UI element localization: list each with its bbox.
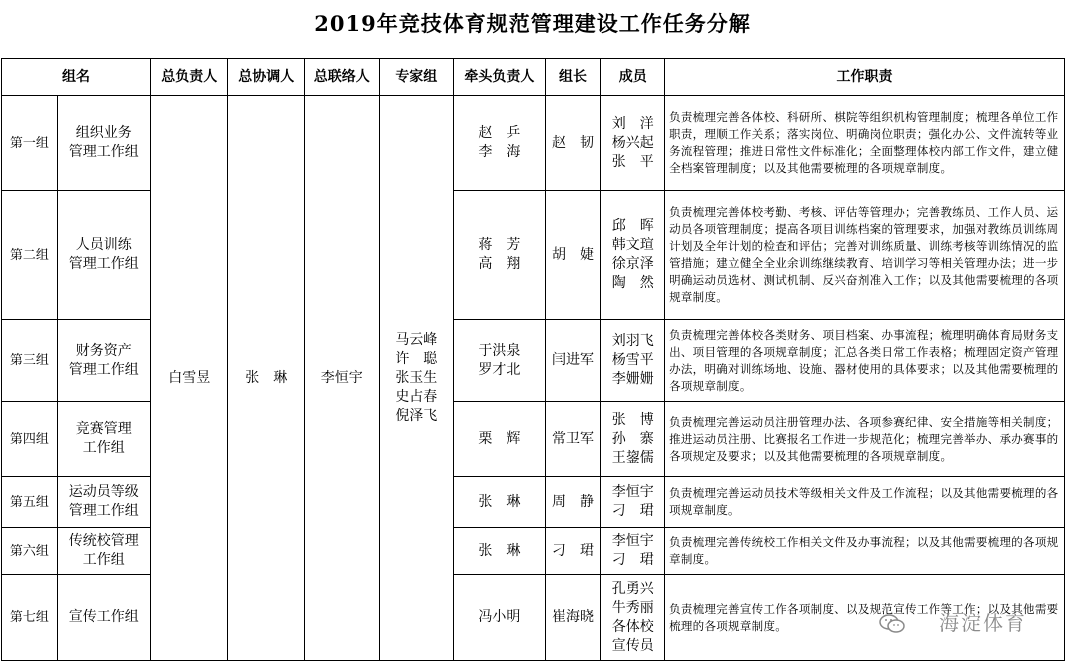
members-cell: 李恒宇 刁 珺	[601, 528, 665, 575]
leader-cell: 闫进军	[545, 320, 601, 402]
leader-cell: 胡 婕	[545, 191, 601, 320]
members-cell: 刘 洋 杨兴起 张 平	[601, 96, 665, 191]
members-cell: 张 博 孙 寨 王鋆儒	[601, 402, 665, 477]
lead-cell: 赵 乒 李 海	[454, 96, 545, 191]
coordinator-cell: 张 琳	[228, 96, 305, 661]
header-coordinator: 总协调人	[228, 59, 305, 96]
group-number: 第一组	[2, 96, 58, 191]
duty-cell: 负责梳理完善运动员注册管理办法、各项参赛纪律、安全措施等相关制度；推进运动员注册、比赛报名工作进一步规范化；梳理完善举办、承办赛事的各项规定及要求；以及其他需要梳理的各项规章制度。	[665, 402, 1065, 477]
leader-cell: 崔海晓	[545, 575, 601, 661]
table-row	[2, 96, 1065, 191]
duty-cell: 负责梳理完善传统校工作相关文件及办事流程；以及其他需要梳理的各项规章制度。	[665, 528, 1065, 575]
header-chief: 总负责人	[150, 59, 227, 96]
lead-cell: 于洪泉 罗才北	[454, 320, 545, 402]
group-number: 第二组	[2, 191, 58, 320]
duty-cell: 负责梳理完善各体校、科研所、棋院等组织机构管理制度；梳理各单位工作职责，理顺工作关系；落实岗位、明确岗位职责；强化办公、文件流转等业务流程管理；推进日常性文件标准化；全面整理体校内部工作文件，建立健全档案管理制度；以及其他需要梳理的各项规章制度。	[665, 96, 1065, 191]
duty-cell: 负责梳理完善运动员技术等级相关文件及工作流程；以及其他需要梳理的各项规章制度。	[665, 477, 1065, 528]
members-cell: 刘羽飞 杨雪平 李姗姗	[601, 320, 665, 402]
header-duty: 工作职责	[665, 59, 1065, 96]
group-name: 运动员等级 管理工作组	[57, 477, 150, 528]
page-title: 2019年竞技体育规范管理建设工作任务分解	[314, 11, 751, 36]
duty-cell: 负责梳理完善宣传工作各项制度、以及规范宣传工作等工作；以及其他需要梳理的各项规章制度。	[665, 575, 1065, 661]
watermark-text: 海淀体育	[939, 611, 1027, 635]
lead-cell: 蒋 芳 高 翔	[454, 191, 545, 320]
group-number: 第五组	[2, 477, 58, 528]
experts-cell: 马云峰 许 聪 张玉生 史占春 倪泽飞	[379, 96, 454, 661]
group-name: 财务资产 管理工作组	[57, 320, 150, 402]
lead-cell: 张 琳	[454, 528, 545, 575]
group-number: 第七组	[2, 575, 58, 661]
leader-cell: 赵 韧	[545, 96, 601, 191]
leader-cell: 周 静	[545, 477, 601, 528]
chief-cell: 白雪昱	[150, 96, 227, 661]
lead-cell: 冯小明	[454, 575, 545, 661]
lead-cell: 栗 辉	[454, 402, 545, 477]
header-leader: 组长	[545, 59, 601, 96]
group-name: 宣传工作组	[57, 575, 150, 661]
header-group: 组名	[2, 59, 151, 96]
group-name: 人员训练 管理工作组	[57, 191, 150, 320]
members-cell: 邱 晖 韩文瑄 徐京泽 陶 然	[601, 191, 665, 320]
group-name: 组织业务 管理工作组	[57, 96, 150, 191]
wechat-icon	[879, 614, 905, 634]
group-name: 传统校管理 工作组	[57, 528, 150, 575]
header-liaison: 总联络人	[305, 59, 379, 96]
leader-cell: 刁 珺	[545, 528, 601, 575]
group-number: 第四组	[2, 402, 58, 477]
members-cell: 李恒宇 刁 珺	[601, 477, 665, 528]
group-name: 竞赛管理 工作组	[57, 402, 150, 477]
lead-cell: 张 琳	[454, 477, 545, 528]
header-members: 成员	[601, 59, 665, 96]
liaison-cell: 李恒宇	[305, 96, 379, 661]
group-number: 第三组	[2, 320, 58, 402]
task-table	[1, 58, 1065, 661]
header-lead: 牵头负责人	[454, 59, 545, 96]
leader-cell: 常卫军	[545, 402, 601, 477]
group-number: 第六组	[2, 528, 58, 575]
members-cell: 孔勇兴 牛秀丽 各体校 宣传员	[601, 575, 665, 661]
duty-cell: 负责梳理完善体校考勤、考核、评估等管理办；完善教练员、工作人员、运动员各项管理制度；提高各项目训练档案的管理要求，加强对教练员训练周计划及全年计划的检查和评估；完善对训练质量、训练考核等训练情况的监管措施；建立健全全业余训练继续教育、培训学习等相关管理办法；进一步明确运动员选材、测试机制、反兴奋剂准入工作；以及其他需要梳理的各项规章制度。	[665, 191, 1065, 320]
duty-cell: 负责梳理完善体校各类财务、项目档案、办事流程；梳理明确体育局财务支出、项目管理的各项规章制度；汇总各类日常工作表格；梳理固定资产管理办法，明确对训练场地、设施、器材使用的具体要求；以及其他需要梳理的各项规章制度。	[665, 320, 1065, 402]
header-experts: 专家组	[379, 59, 454, 96]
